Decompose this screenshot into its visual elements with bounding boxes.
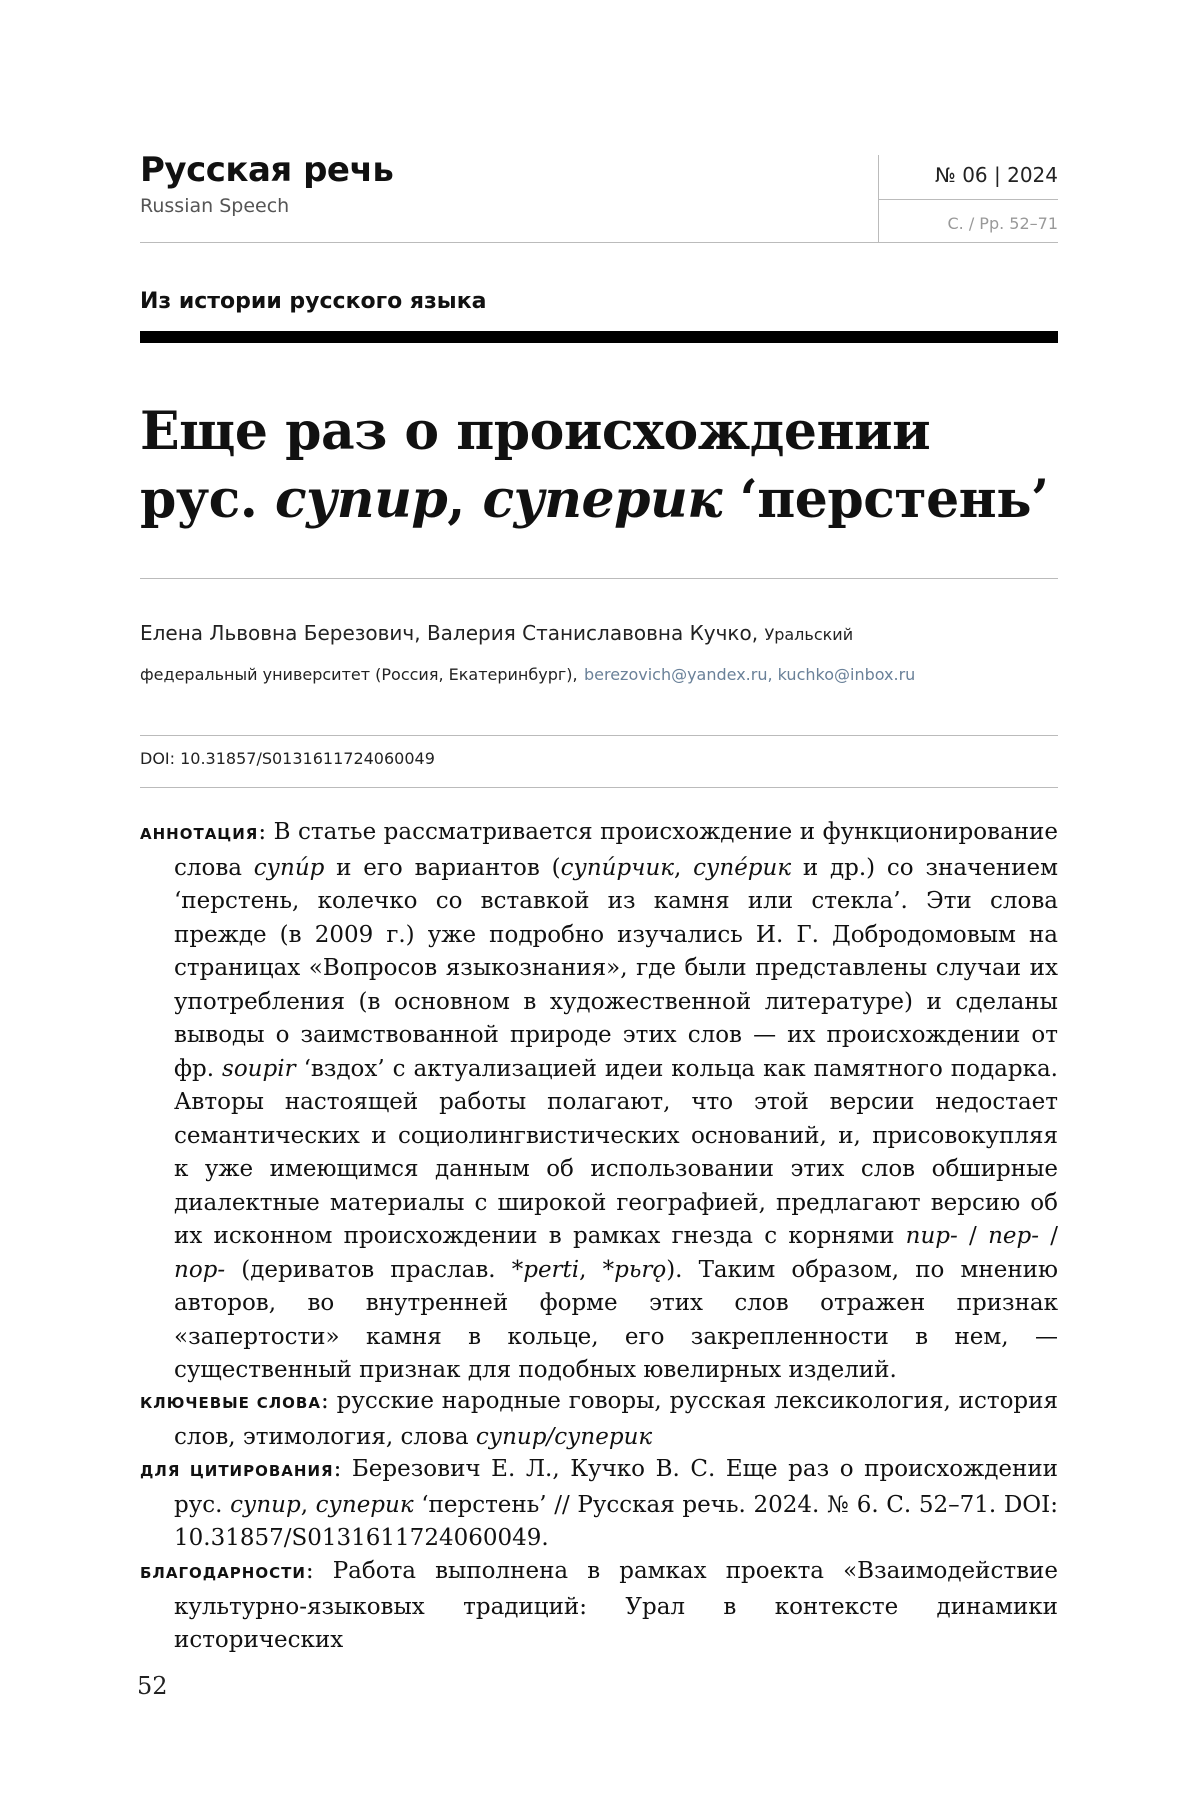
abstract-text: и его вариантов ( [324, 854, 561, 881]
abstract-text: и др.) со значением ‘перстень, колечко со вставкой из камня или стекла’. Эти слова прежде (в 2009 г.) уже подробно изучались И. Г. Добродомовым на страницах «Вопросов языкознания», где были представлены случаи их употребления (в основном в художественной литературе) и сделаны выводы о заимствованной природе этих слов — их происхождении от фр. [174, 854, 1059, 1082]
abstract [140, 816, 1058, 1388]
abstract-text: , [674, 854, 694, 881]
keywords-italic: супир/суперик [475, 1423, 653, 1450]
abstract-text: ). Таким образом, по мнению авторов, во внутренней форме этих слов отражен признак «запертости» камня в кольце, его закрепленности в нем, — существенный признак для подобных ювелирных изделий. [174, 1256, 1058, 1383]
abstract-text: ‘вздох’ с актуализацией идеи кольца как памятного подарка. Авторы настоящей работы полагают, что этой версии недостает семантических и социолингвистических оснований, и, присовокупляя к уже имеющимся данным об использовании этих слов обширные диалектные материалы с широкой географией, предлагают версию об их исконном происхождении в рамках гнезда с корнями [174, 1055, 1058, 1249]
abstract-text: (дериватов праслав. * [225, 1256, 524, 1283]
abstract-italic: pьrǫ [614, 1256, 667, 1283]
title-rule [140, 578, 1058, 579]
issue-number: № 06 | 2024 [935, 163, 1058, 187]
abstract-italic: пир- [905, 1223, 958, 1249]
abstract-italic: perti [523, 1256, 580, 1283]
abstract-italic: супе́рик [693, 854, 792, 881]
abstract-text: : В статье рассматривается происхождение и функционирование слова [174, 819, 1058, 881]
journal-title: Русская речь [140, 150, 394, 190]
title-gloss: ‘перстень’ [722, 469, 1049, 530]
title-word2: суперик [482, 469, 722, 530]
acknowledgements-label: БЛАГОДАРНОСТИ [140, 1564, 306, 1582]
authors-block [140, 614, 1058, 694]
keywords-label: КЛЮЧЕВЫЕ СЛОВА [140, 1394, 321, 1412]
abstract-italic: пор- [174, 1256, 226, 1283]
author-names: Елена Львовна Березович, Валерия Станиславовна Кучко, [140, 621, 759, 645]
affiliation-part1: Уральский [764, 625, 854, 644]
abstract-italic: пер- [988, 1223, 1039, 1249]
abstract-label: АННОТАЦИЯ [140, 825, 259, 843]
abstract-italic: супи́рчик [560, 854, 675, 881]
citation-label: ДЛЯ ЦИТИРОВАНИЯ [140, 1462, 334, 1480]
abstract-text: / [957, 1223, 989, 1249]
author-emails[interactable]: berezovich@yandex.ru, kuchko@inbox.ru [583, 665, 916, 684]
abstract-italic: супи́р [253, 854, 325, 881]
section-rule [140, 331, 1058, 343]
keywords [140, 1385, 1058, 1454]
doi-rule-top [140, 735, 1058, 736]
abstract-text: / [1038, 1223, 1058, 1249]
page-range: С. / Pp. 52–71 [947, 214, 1058, 233]
citation-italic: суперик [315, 1491, 414, 1518]
acknowledgements-text: : Работа выполнена в рамках проекта «Взаимодействие культурно-языковых традиций: Урал в контексте динамики исторических [174, 1558, 1058, 1653]
affiliation-part2: федеральный университет (Россия, Екатеринбург), [140, 665, 578, 684]
issue-divider [878, 199, 1058, 200]
page-number: 52 [137, 1672, 168, 1700]
acknowledgements [140, 1555, 1058, 1658]
citation-text: ‘перстень’ // Русская речь. 2024. № 6. С. 52–71. DOI: 10.31857/S0131611724060049. [174, 1491, 1058, 1551]
journal-subtitle: Russian Speech [140, 195, 290, 217]
citation-italic: супир [230, 1491, 301, 1518]
citation [140, 1453, 1058, 1556]
title-line1: Еще раз о происхождении [140, 401, 931, 462]
citation-text: , [300, 1491, 316, 1518]
section-title: Из истории русского языка [140, 289, 487, 314]
doi: DOI: 10.31857/S0131611724060049 [140, 749, 435, 768]
article-title [140, 398, 1058, 534]
keywords-text: : русские народные говоры, русская лексикология, история слов, этимология, слова [174, 1388, 1058, 1450]
title-separator: , [447, 469, 483, 530]
citation-text: : Березович Е. Л., Кучко В. С. Еще раз о происхождении рус. [174, 1456, 1059, 1518]
abstract-italic: soupir [222, 1055, 296, 1082]
doi-rule-bottom [140, 787, 1058, 788]
abstract-text: , * [579, 1256, 615, 1283]
title-prefix: рус. [140, 469, 276, 530]
title-word1: супир [275, 469, 448, 530]
header-rule [140, 242, 1058, 243]
